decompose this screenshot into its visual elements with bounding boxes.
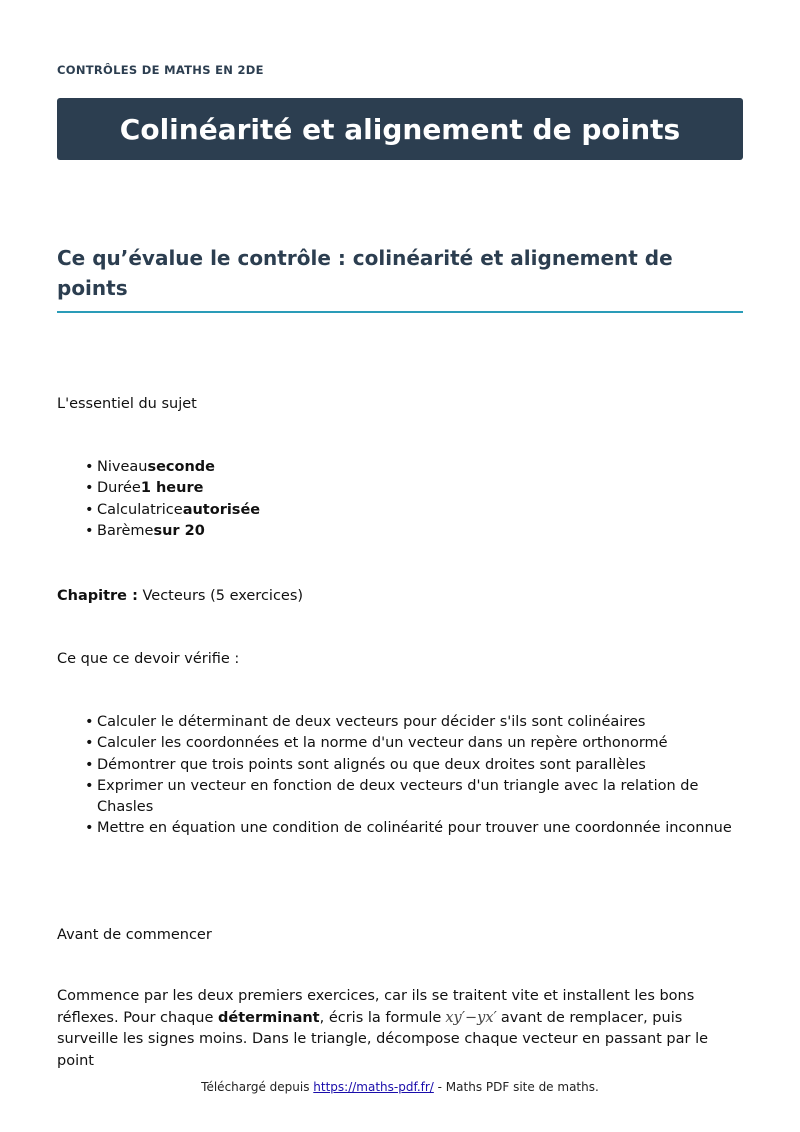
determinant-formula: xy′−yx′ bbox=[445, 1009, 497, 1026]
list-item: • Démontrer que trois points sont alignés ou que deux droites sont parallèles bbox=[97, 755, 743, 776]
list-item: • Exprimer un vecteur en fonction de deux vecteurs d'un triangle avec la relation de Chasles bbox=[97, 776, 743, 819]
chapter-line bbox=[57, 586, 303, 607]
kicker: CONTRÔLES DE MATHS EN 2DE bbox=[57, 63, 264, 77]
essentials-list bbox=[57, 457, 260, 542]
section-title: Ce qu’évalue le contrôle : colinéarité et alignement de points bbox=[57, 243, 743, 313]
list-item: • Barèmesur 20 bbox=[97, 521, 260, 542]
list-item: • Niveauseconde bbox=[97, 457, 260, 478]
checks-list bbox=[57, 712, 743, 840]
essentials-heading: L'essentiel du sujet bbox=[57, 396, 197, 412]
footer: Téléchargé depuis https://maths-pdf.fr/ - Maths PDF site de maths. bbox=[201, 1080, 599, 1094]
page-title: Colinéarité et alignement de points bbox=[119, 112, 681, 146]
list-item: • Calculer le déterminant de deux vecteurs pour décider s'ils sont colinéaires bbox=[97, 712, 743, 733]
bold-term: déterminant bbox=[218, 1009, 320, 1026]
chapter-value: Vecteurs (5 exercices) bbox=[137, 588, 304, 604]
list-item: • Durée1 heure bbox=[97, 478, 260, 499]
before-paragraph: Commence par les deux premiers exercices, car ils se traitent vite et installent les bons réflexes. Pour chaque déterminant, écris la formule xy′−yx′ avant de remplacer, puis surveille les signes moins. Dans le triangle, décompose chaque vecteur en passant par le point bbox=[57, 988, 709, 1069]
title-banner bbox=[57, 98, 743, 160]
list-item: • Calculer les coordonnées et la norme d'un vecteur dans un repère orthonormé bbox=[97, 733, 743, 754]
checks-heading: Ce que ce devoir vérifie : bbox=[57, 651, 240, 667]
list-item: • Calculatriceautorisée bbox=[97, 500, 260, 521]
chapter-label: Chapitre : bbox=[57, 588, 138, 604]
list-item: • Mettre en équation une condition de colinéarité pour trouver une coordonnée inconnue bbox=[97, 818, 743, 839]
before-heading: Avant de commencer bbox=[57, 927, 212, 943]
footer-link[interactable]: https://maths-pdf.fr/ bbox=[313, 1080, 434, 1094]
